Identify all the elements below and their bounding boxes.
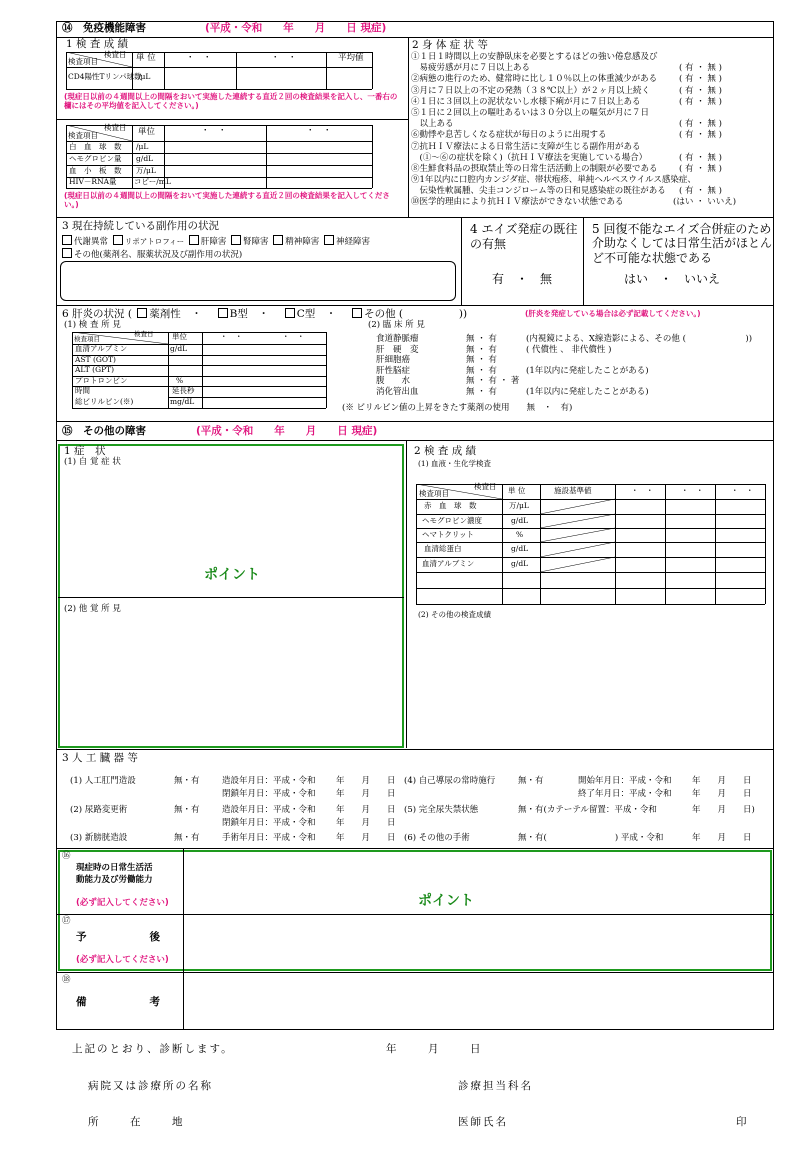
liver-table xyxy=(72,332,326,409)
header-date: 検査日 xyxy=(104,123,127,132)
row-name: 白 血 球 数 xyxy=(69,142,122,151)
divider xyxy=(58,597,404,598)
option-label: 肝障害 xyxy=(200,237,227,247)
divider xyxy=(583,217,584,305)
symptom-answer[interactable]: ( 有 ・ 無 ) xyxy=(679,63,722,74)
clinical-answer[interactable]: 無 ・ 有 ・ 著 xyxy=(466,376,520,386)
clinical-row xyxy=(376,367,772,378)
organ-date-label: 閉鎖年月日：平成・令和 xyxy=(222,818,316,828)
organs-title: 3 人 工 臓 器 等 xyxy=(62,752,138,764)
row-unit: g/dL xyxy=(511,544,529,553)
sec14-num: ⑭ xyxy=(62,22,73,34)
organ-answer[interactable]: 無・有(カテーテル留置：平成・令和 xyxy=(518,805,657,815)
row-unit: g/dL xyxy=(511,559,529,568)
option-label: 精神障害 xyxy=(285,237,320,247)
sec16-num: ⑯ xyxy=(62,851,71,861)
sec15-num: ⑮ xyxy=(62,425,73,437)
organ-name: (4) 自己導尿の常時施行 xyxy=(404,776,496,786)
side-effects-input[interactable] xyxy=(60,261,456,301)
row-unit: % xyxy=(176,375,184,385)
symptoms-list xyxy=(411,53,773,210)
sec15-date-label: (平成・令和 年 月 日 現症) xyxy=(196,425,378,437)
clinical-note: (1年以内に発症したことがある) xyxy=(526,386,649,397)
clinical-name: 肝 硬 変 xyxy=(376,344,419,355)
subjective-label: (1) 自 覚 症 状 xyxy=(64,457,121,467)
row-name: CD4陽性Tリンパ球数 xyxy=(68,72,142,81)
sec17-required: (必ず記入してください) xyxy=(76,955,169,965)
lab-note-1: (現症日以前の４週間以上の間隔をおいて実施した連続する直近２回の検査結果を記入し、一番右の欄にはその平均値を記入してください。) xyxy=(64,92,398,110)
header-date: 検査日 xyxy=(134,330,154,338)
date-cell: ・ ・ xyxy=(186,53,212,63)
row-name: 時間 xyxy=(75,386,90,395)
option-label: リポアトロフィー xyxy=(124,237,185,246)
side-effects-other xyxy=(60,248,242,261)
date-cell: ・ ・ xyxy=(271,53,297,63)
option-label: 腎障害 xyxy=(243,237,269,247)
liver-note: (肝炎を発症している場合は必ず記載してください。) xyxy=(525,309,701,318)
row-name: ヘモグロビン量 xyxy=(69,154,122,163)
point-label: ポイント xyxy=(418,893,474,909)
clinical-row xyxy=(376,377,772,388)
liver-clin-title: (2) 臨 床 所 見 xyxy=(368,320,425,330)
symptom-text: ⑧生鮮食料品の摂取禁止等の日常生活活動上の制限が必要である xyxy=(411,163,658,174)
row-name: 血清総蛋白 xyxy=(424,544,462,553)
date-cell: ・ ・ xyxy=(631,486,654,495)
symptom-text: ④１日に３回以上の泥状ないし水様下痢が月に７日以上ある xyxy=(411,96,641,107)
divider xyxy=(406,440,407,748)
sec14-date-label: (平成・令和 年 月 日 現症) xyxy=(205,22,387,34)
symptom-answer[interactable]: ( 有 ・ 無 ) xyxy=(679,186,722,197)
clinical-answer[interactable]: 無 ・ 有 xyxy=(466,386,497,397)
footer-hospital-label: 病院又は診療所の名称 xyxy=(88,1080,213,1092)
symptom-text: ③月に７日以上の不定の発熱（３８℃以上）が２ヶ月以上続く xyxy=(411,85,651,96)
checkbox[interactable] xyxy=(62,235,72,245)
organ-ymd[interactable]: 年 月 日 xyxy=(336,776,396,786)
organ-date-label: 造設年月日：平成・令和 xyxy=(222,805,316,815)
divider xyxy=(56,440,774,441)
divider xyxy=(56,421,774,422)
other-lab-label: (2) その他の検査成績 xyxy=(418,610,492,619)
organ-ymd[interactable]: 年 月 日 xyxy=(692,776,752,786)
clinical-row xyxy=(376,356,772,367)
clinical-row xyxy=(376,346,772,357)
sec18-input[interactable] xyxy=(186,974,770,1028)
header-date: 検査日 xyxy=(474,482,497,491)
symptom-answer[interactable]: ( 有 ・ 無 ) xyxy=(679,130,722,141)
aids-history-answer[interactable]: 有 ・ 無 xyxy=(492,272,553,286)
row-unit: 延長秒 xyxy=(172,386,195,395)
checkbox[interactable] xyxy=(189,235,199,245)
sec14-title xyxy=(62,22,146,34)
row-name: 血 小 板 数 xyxy=(69,166,122,175)
cd4-table xyxy=(66,52,372,90)
clinical-note: (1年以内に発症したことがある) xyxy=(526,365,649,376)
organ-date-label: 造設年月日：平成・令和 xyxy=(222,776,316,786)
organ-name: (6) その他の手術 xyxy=(404,833,470,843)
symptom-text: (①～⑥の症状を除く)（抗ＨＩＶ療法を実施している場合） xyxy=(411,152,648,163)
header-item: 検査項目 xyxy=(74,335,100,343)
divider xyxy=(56,305,774,306)
divider xyxy=(56,914,774,915)
symptom-answer[interactable]: (はい ・ いいえ) xyxy=(673,197,737,208)
symptom-answer[interactable]: ( 有 ・ 無 ) xyxy=(679,74,722,85)
irreversible-answer[interactable]: はい ・ いいえ xyxy=(624,272,721,286)
organ-ymd[interactable]: 年 月 日 xyxy=(336,833,396,843)
organ-answer[interactable]: 無・有( ) 平成・令和 xyxy=(518,833,664,843)
row-unit: g/dL xyxy=(511,516,529,525)
option-label: 代謝異常 xyxy=(74,237,109,247)
symptom-text: 伝染性軟属腫、尖圭コンジローム等の日和見感染症の既往がある xyxy=(411,186,666,197)
blood-chem-title: (1) 血液・生化学検査 xyxy=(418,459,492,468)
date-cell: ・ ・ xyxy=(282,332,305,341)
clinical-answer[interactable]: 無 ・ 有 xyxy=(466,365,497,376)
irreversible-title: 5 回復不能なエイズ合併症のため介助なくしては日常生活がほとんど不可能な状態である xyxy=(592,222,773,265)
row-name: ヘモグロビン濃度 xyxy=(422,516,482,525)
clinical-row xyxy=(376,335,772,346)
row-unit: コピー/mL xyxy=(134,177,171,186)
checkbox[interactable] xyxy=(137,308,147,318)
row-name: プロトロンビン xyxy=(75,375,128,385)
checkbox[interactable] xyxy=(113,235,123,245)
symptom-text: 易疲労感が月に７日以上ある xyxy=(411,63,531,74)
side-effects-title: 3 現在持続している副作用の状況 xyxy=(62,220,220,232)
clinical-note: ( 代償性 、 非代償性 ) xyxy=(526,344,612,355)
sec16-label-2: 動能力及び労働能力 xyxy=(76,875,153,885)
clinical-name: 肝性脳症 xyxy=(376,365,411,376)
side-effects-options xyxy=(60,235,370,248)
symptom-item xyxy=(411,143,773,154)
organ-ymd[interactable]: 年 月 日 xyxy=(336,805,396,815)
symptom-text: 以上ある xyxy=(411,119,454,130)
checkbox[interactable] xyxy=(273,235,283,245)
clinical-note: (内視鏡による、X線造影による、その他 ( )) xyxy=(526,334,753,344)
organ-ymd[interactable]: 年 月 日 xyxy=(692,789,752,799)
header-item: 検査項目 xyxy=(419,489,449,498)
sec16-input[interactable] xyxy=(186,851,770,913)
organ-ymd[interactable]: 年 月 日) xyxy=(692,805,755,815)
header-ref: 施設基準値 xyxy=(554,486,592,495)
symptom-item xyxy=(411,75,773,86)
sec18-label: 備 考 xyxy=(76,996,160,1008)
option-label: B型 xyxy=(229,308,248,320)
header-item: 検査項目 xyxy=(68,57,98,66)
sec15-title-text: その他の障害 xyxy=(83,425,146,437)
clinical-answer[interactable]: 無 ・ 有 xyxy=(466,334,497,344)
checkbox[interactable] xyxy=(285,308,295,318)
row-unit: /μL xyxy=(138,72,151,81)
organ-ymd[interactable]: 年 月 日 xyxy=(336,818,396,828)
organ-date-label: 開始年月日：平成・令和 xyxy=(578,776,672,786)
symptom-item xyxy=(411,131,773,142)
option-label: その他(薬剤名、服薬状況及び副作用の状況) xyxy=(74,250,243,260)
sec15-symptoms-point-box xyxy=(58,444,404,748)
symptom-answer[interactable]: ( 有 ・ 無 ) xyxy=(679,152,722,163)
organ-answer[interactable]: 無・有 xyxy=(518,776,544,786)
liver-title-close: )) xyxy=(458,308,468,320)
row-name: 血清アルブミン xyxy=(422,559,475,568)
header-unit: 単位 xyxy=(172,332,187,341)
footer-address-label: 所 在 地 xyxy=(88,1116,183,1128)
symptom-text: ⑤１日に２回以上の嘔吐あるいは３０分以上の嘔気が月に７日 xyxy=(411,107,650,118)
clinical-row xyxy=(376,388,772,399)
symptom-item xyxy=(411,198,773,209)
symptom-answer[interactable]: ( 有 ・ 無 ) xyxy=(679,163,722,174)
divider xyxy=(56,972,774,973)
organ-answer[interactable]: 無・有 xyxy=(174,833,200,843)
row-name: ヘマトクリット xyxy=(422,530,475,539)
checkbox[interactable] xyxy=(352,308,362,318)
row-unit: /μL xyxy=(136,142,149,151)
point-label: ポイント xyxy=(204,567,260,583)
symptom-answer[interactable]: ( 有 ・ 無 ) xyxy=(679,85,722,96)
symptoms-title: 2 身 体 症 状 等 xyxy=(412,39,488,51)
date-cell: ・ ・ xyxy=(731,486,754,495)
header-unit: 単 位 xyxy=(136,53,156,63)
symptom-text: ⑦抗ＨＩＶ療法による日常生活に支障が生じる副作用がある xyxy=(411,141,641,152)
header-unit: 単位 xyxy=(138,127,156,137)
divider xyxy=(56,119,408,120)
row-name: 血清アルブミン xyxy=(75,344,128,353)
row-unit: % xyxy=(516,530,524,539)
symptom-answer[interactable]: ( 有 ・ 無 ) xyxy=(679,119,722,130)
organ-name: (5) 完全尿失禁状態 xyxy=(404,805,479,815)
divider xyxy=(56,217,774,218)
date-cell: ・ ・ xyxy=(220,332,243,341)
row-name: ALT (GPT) xyxy=(75,365,115,374)
divider xyxy=(183,848,184,1030)
aids-history-title: 4 エイズ発症の既往の有無 xyxy=(470,222,578,251)
symptom-text: ⑨1年以内に口腔内カンジダ症、帯状疱疹、単純ヘルペスウイルス感染症、 xyxy=(411,175,696,186)
footer-doctor-label: 医師氏名 xyxy=(458,1116,508,1128)
symptom-text: ⑥動悸や息苦しくなる症状が毎日のように出現する xyxy=(411,130,607,141)
objective-label: (2) 他 覚 所 見 xyxy=(64,604,121,614)
symptom-answer[interactable]: ( 有 ・ 無 ) xyxy=(679,96,722,107)
sec15-symptoms-title: 1 症 状 xyxy=(64,445,106,457)
header-item: 検査項目 xyxy=(68,131,98,140)
footer-dept-label: 診療担当科名 xyxy=(458,1080,533,1092)
organ-date-label: 手術年月日：平成・令和 xyxy=(222,833,316,843)
organ-ymd[interactable]: 年 月 日 xyxy=(692,833,752,843)
divider xyxy=(461,217,462,305)
header-date: 検査日 xyxy=(104,50,127,59)
divider xyxy=(56,848,774,849)
clinical-answer[interactable]: 無 ・ 有 xyxy=(466,344,497,355)
lab-note-2: (現症日以前の４週間以上の間隔をおいて実施した連続する直近２回の検査結果を記入してください。) xyxy=(64,191,390,209)
organ-date-label: 終了年月日：平成・令和 xyxy=(578,789,672,799)
organ-name: (3) 新膀胱造設 xyxy=(70,833,128,843)
organ-ymd[interactable]: 年 月 日 xyxy=(336,789,396,799)
symptom-text: ⑩医学的理由により抗ＨＩＶ療法ができない状態である xyxy=(411,197,624,208)
sec18-num: ⑱ xyxy=(62,975,71,985)
row-name: AST (GOT) xyxy=(75,354,116,364)
sec17-label: 予 後 xyxy=(76,931,160,943)
date-cell: ・ ・ xyxy=(201,126,227,136)
footer-date[interactable]: 年 月 日 xyxy=(386,1043,481,1055)
symptom-text: ②病態の進行のため、健常時に比し１０％以上の体重減少がある xyxy=(411,74,658,85)
checkbox[interactable] xyxy=(218,308,228,318)
row-name: HIV－RNA量 xyxy=(69,177,117,186)
option-label: 薬剤性 xyxy=(149,308,181,320)
sec15-lab-title: 2 検 査 成 績 xyxy=(414,445,477,457)
footer-statement: 上記のとおり、診断します。 xyxy=(72,1043,234,1055)
row-name: 総ビリルビン(※) xyxy=(75,397,134,406)
sec17-input[interactable] xyxy=(186,916,770,970)
sec17-num: ⑰ xyxy=(62,916,71,926)
liver-title-text: 6 肝炎の状況 ( xyxy=(62,308,132,320)
divider xyxy=(408,37,409,217)
organ-answer[interactable]: 無・有 xyxy=(174,805,200,815)
row-unit: mg/dL xyxy=(170,397,195,406)
row-name: 赤 血 球 数 xyxy=(424,501,477,510)
row-unit: g/dL xyxy=(136,154,154,163)
row-unit: 万/μL xyxy=(509,501,529,510)
option-label: 神経障害 xyxy=(335,237,370,247)
clinical-name: 腹 水 xyxy=(376,376,411,386)
liver-title: 6 肝炎の状況 ( 薬剤性 ・ B型 ・ C型 ・ その他 ( )) xyxy=(62,308,468,320)
sec15-blood-table xyxy=(416,484,765,605)
blood-table xyxy=(66,125,372,189)
checkbox[interactable] xyxy=(324,235,334,245)
organ-date-label: 閉鎖年月日：平成・令和 xyxy=(222,789,316,799)
option-label: その他 ( xyxy=(364,308,404,320)
clinical-answer[interactable]: 無 ・ 有 xyxy=(466,355,497,365)
divider xyxy=(56,749,774,750)
organ-name: (1) 人工肛門造設 xyxy=(70,776,136,786)
row-unit: g/dL xyxy=(170,344,188,353)
checkbox[interactable] xyxy=(62,248,72,258)
header-avg: 平均値 xyxy=(338,53,364,63)
date-cell: ・ ・ xyxy=(306,126,332,136)
sec14-title-text: 免疫機能障害 xyxy=(83,22,146,34)
sec16-label-1: 現症時の日常生活活 xyxy=(76,863,153,873)
organ-answer[interactable]: 無・有 xyxy=(174,776,200,786)
clinical-name: 消化管出血 xyxy=(376,386,419,397)
divider xyxy=(56,37,774,38)
header-unit: 単 位 xyxy=(508,486,526,495)
clinical-name: 食道静脈瘤 xyxy=(376,334,419,344)
sec16-required: (必ず記入してください) xyxy=(76,898,169,908)
option-label: C型 xyxy=(296,308,316,320)
date-cell: ・ ・ xyxy=(681,486,704,495)
checkbox[interactable] xyxy=(231,235,241,245)
organ-name: (2) 尿路変更術 xyxy=(70,805,128,815)
sec14-lab-title: 1 検 査 成 績 xyxy=(66,38,129,50)
symptom-text: ①１日１時間以上の安静臥床を必要とするほどの強い倦怠感及び xyxy=(411,52,658,62)
bilirubin-footnote: (※ ビリルビン値の上昇をきたす薬剤の使用 無 ・ 有) xyxy=(342,403,573,413)
liver-clinical xyxy=(376,335,772,398)
seal-label: 印 xyxy=(736,1116,747,1128)
sec15-title xyxy=(62,425,146,437)
liver-lab-title: (1) 検 査 所 見 xyxy=(64,320,121,330)
clinical-name: 肝細胞癌 xyxy=(376,355,411,365)
row-unit: 万/μL xyxy=(136,166,156,175)
